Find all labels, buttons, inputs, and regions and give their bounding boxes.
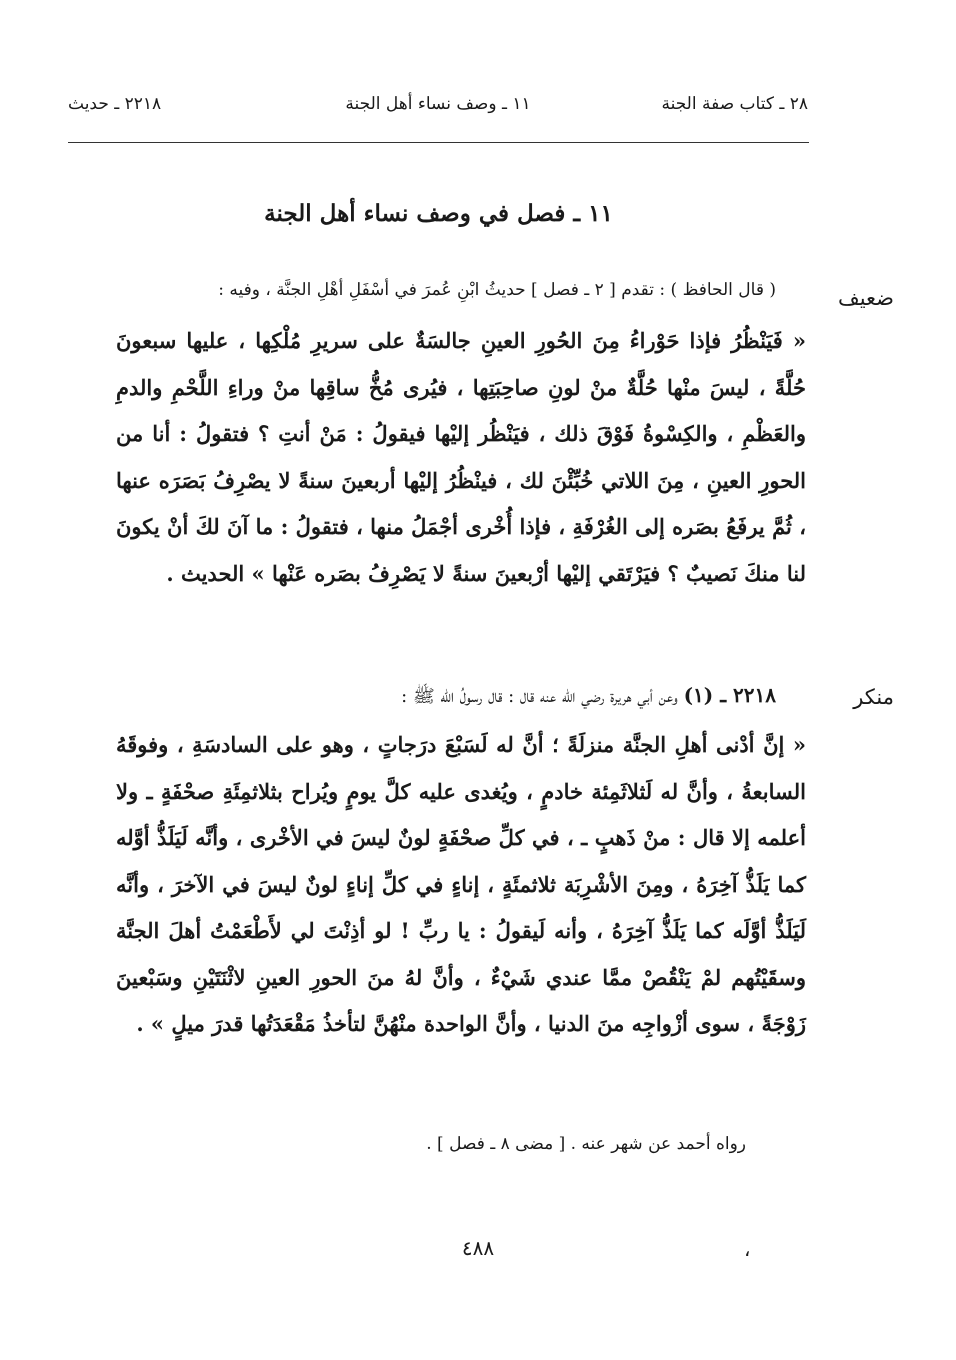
stray-mark: ، xyxy=(744,1237,751,1261)
grade-label-munkar: منكر xyxy=(853,685,894,709)
running-header xyxy=(68,94,808,122)
entry-1-intro: ( قال الحافظ ) : تقدم [ ٢ ـ فصل ] حديثُ ابْنِ عُمرَ في أسْفَلِ أهْلِ الجنَّة ، وفيه : xyxy=(218,280,776,300)
page-number: ٤٨٨ xyxy=(461,1236,495,1260)
hadith-number: ٢٢١٨ ـ (١) xyxy=(683,683,776,707)
entry-2-source-note: رواه أحمد عن شهر عنه . [ مضى ٨ ـ فصل ] . xyxy=(426,1134,746,1154)
header-book-title: ٢٨ ـ كتاب صفة الجنة xyxy=(661,94,808,114)
header-chapter-title: ١١ ـ وصف نساء أهل الجنة xyxy=(345,94,531,114)
entry-2-intro xyxy=(116,680,806,712)
grade-label-daif: ضعيف xyxy=(837,286,894,310)
section-title: ١١ ـ فصل في وصف نساء أهل الجنة xyxy=(264,200,613,227)
header-divider xyxy=(68,142,809,143)
header-hadith-ref: ٢٢١٨ ـ حديث xyxy=(68,94,162,114)
entry-1-hadith-text: « فَيَنْظُرُ فإذا حَوْراءُ مِنَ الحُورِ العينِ جالسَةٌ على سريرِ مُلْكِها ، عليها سبعونَ حُلَّةً ، ليسَ منْها حُلَّةٌ منْ لونِ صاحِبَتِها ، فيُرى مُخُّ ساقِها منْ وراءِ اللَّحْمِ والدمِ والعَظْمِ ، والكِسْوةُ فَوْقَ ذلك ، فيَنْظُر إليْها فيقولُ : مَنْ أنتِ ؟ فتقولُ : أنا من الحورِ العينِ ، مِنَ اللاتي خُبِّئْنَ لك ، فينْظُرُ إليْها أربعينَ سنةً لا يصْرِفُ بَصَرَه عنها ، ثُمَّ يرفَعُ بصَره إلى الغُرْفَةِ ، فإذا أُخْرى أجْمَلُ منها ، فتقولُ : ما آنَ لكَ أنْ يكونَ لنا منكَ نَصيبٌ ؟ فيَرْتَقي إليْها أرْبعينَ سنةً لا يَصْرِفُ بصَره عَنْها » الحديث . xyxy=(116,328,806,586)
entry-2-hadith-text: « إنَّ أدْنى أهلِ الجنَّة منزلَةً ؛ أنَّ له لَسَبْعَ درَجاتٍ ، وهو على السادسَةِ ، وفوقَهُ السابعةُ ، وأنَّ له لَثلاثَمِئة خادمٍ ، ويُغدى عليه كلَّ يومٍ ويُراح بثلاثمِئَةِ صحْفَةٍ ـ ولا أعلمه إلا قال : منْ ذَهبٍ ـ ، في كلِّ صحْفَةٍ لونٌ ليسَ في الأخْرى ، وأنَّه لَيَلَذُّ أوَّله كما يَلَذُّ آخِرَهُ ، ومِنَ الأشْرِبَة ثلاثمئَةٍ ، إناءٍ في كلِّ إناءٍ لونٌ ليسَ في الآخرَ ، وأنَّه لَيَلَذُّ أوَّلَه كما يَلَذُّ آخِرَهُ ، وأنه لَيقولُ : يا ربِّ ! لو أذِنْتَ لي لأَطْعَمْتُ أهلَ الجنَّة وسقَيْتُهم لمْ يَنْقُصْ ممَّا عندي شَيْءٌ ، وأنَّ لهُ منَ الحورِ العينِ لاثْنَتَيْنِ وسَبْعينَ زَوْجَةً ، سوى أزْواجِه منَ الدنيا ، وأنَّ الواحدة منْهُنَّ لتأخذُ مَقْعَدَتُها قدرَ ميلٍ » . xyxy=(116,732,806,1036)
hadith-chain: وعن أبي هريرة رضي الله عنه قال : قال رسولُ الله ﷺ : xyxy=(401,686,678,707)
